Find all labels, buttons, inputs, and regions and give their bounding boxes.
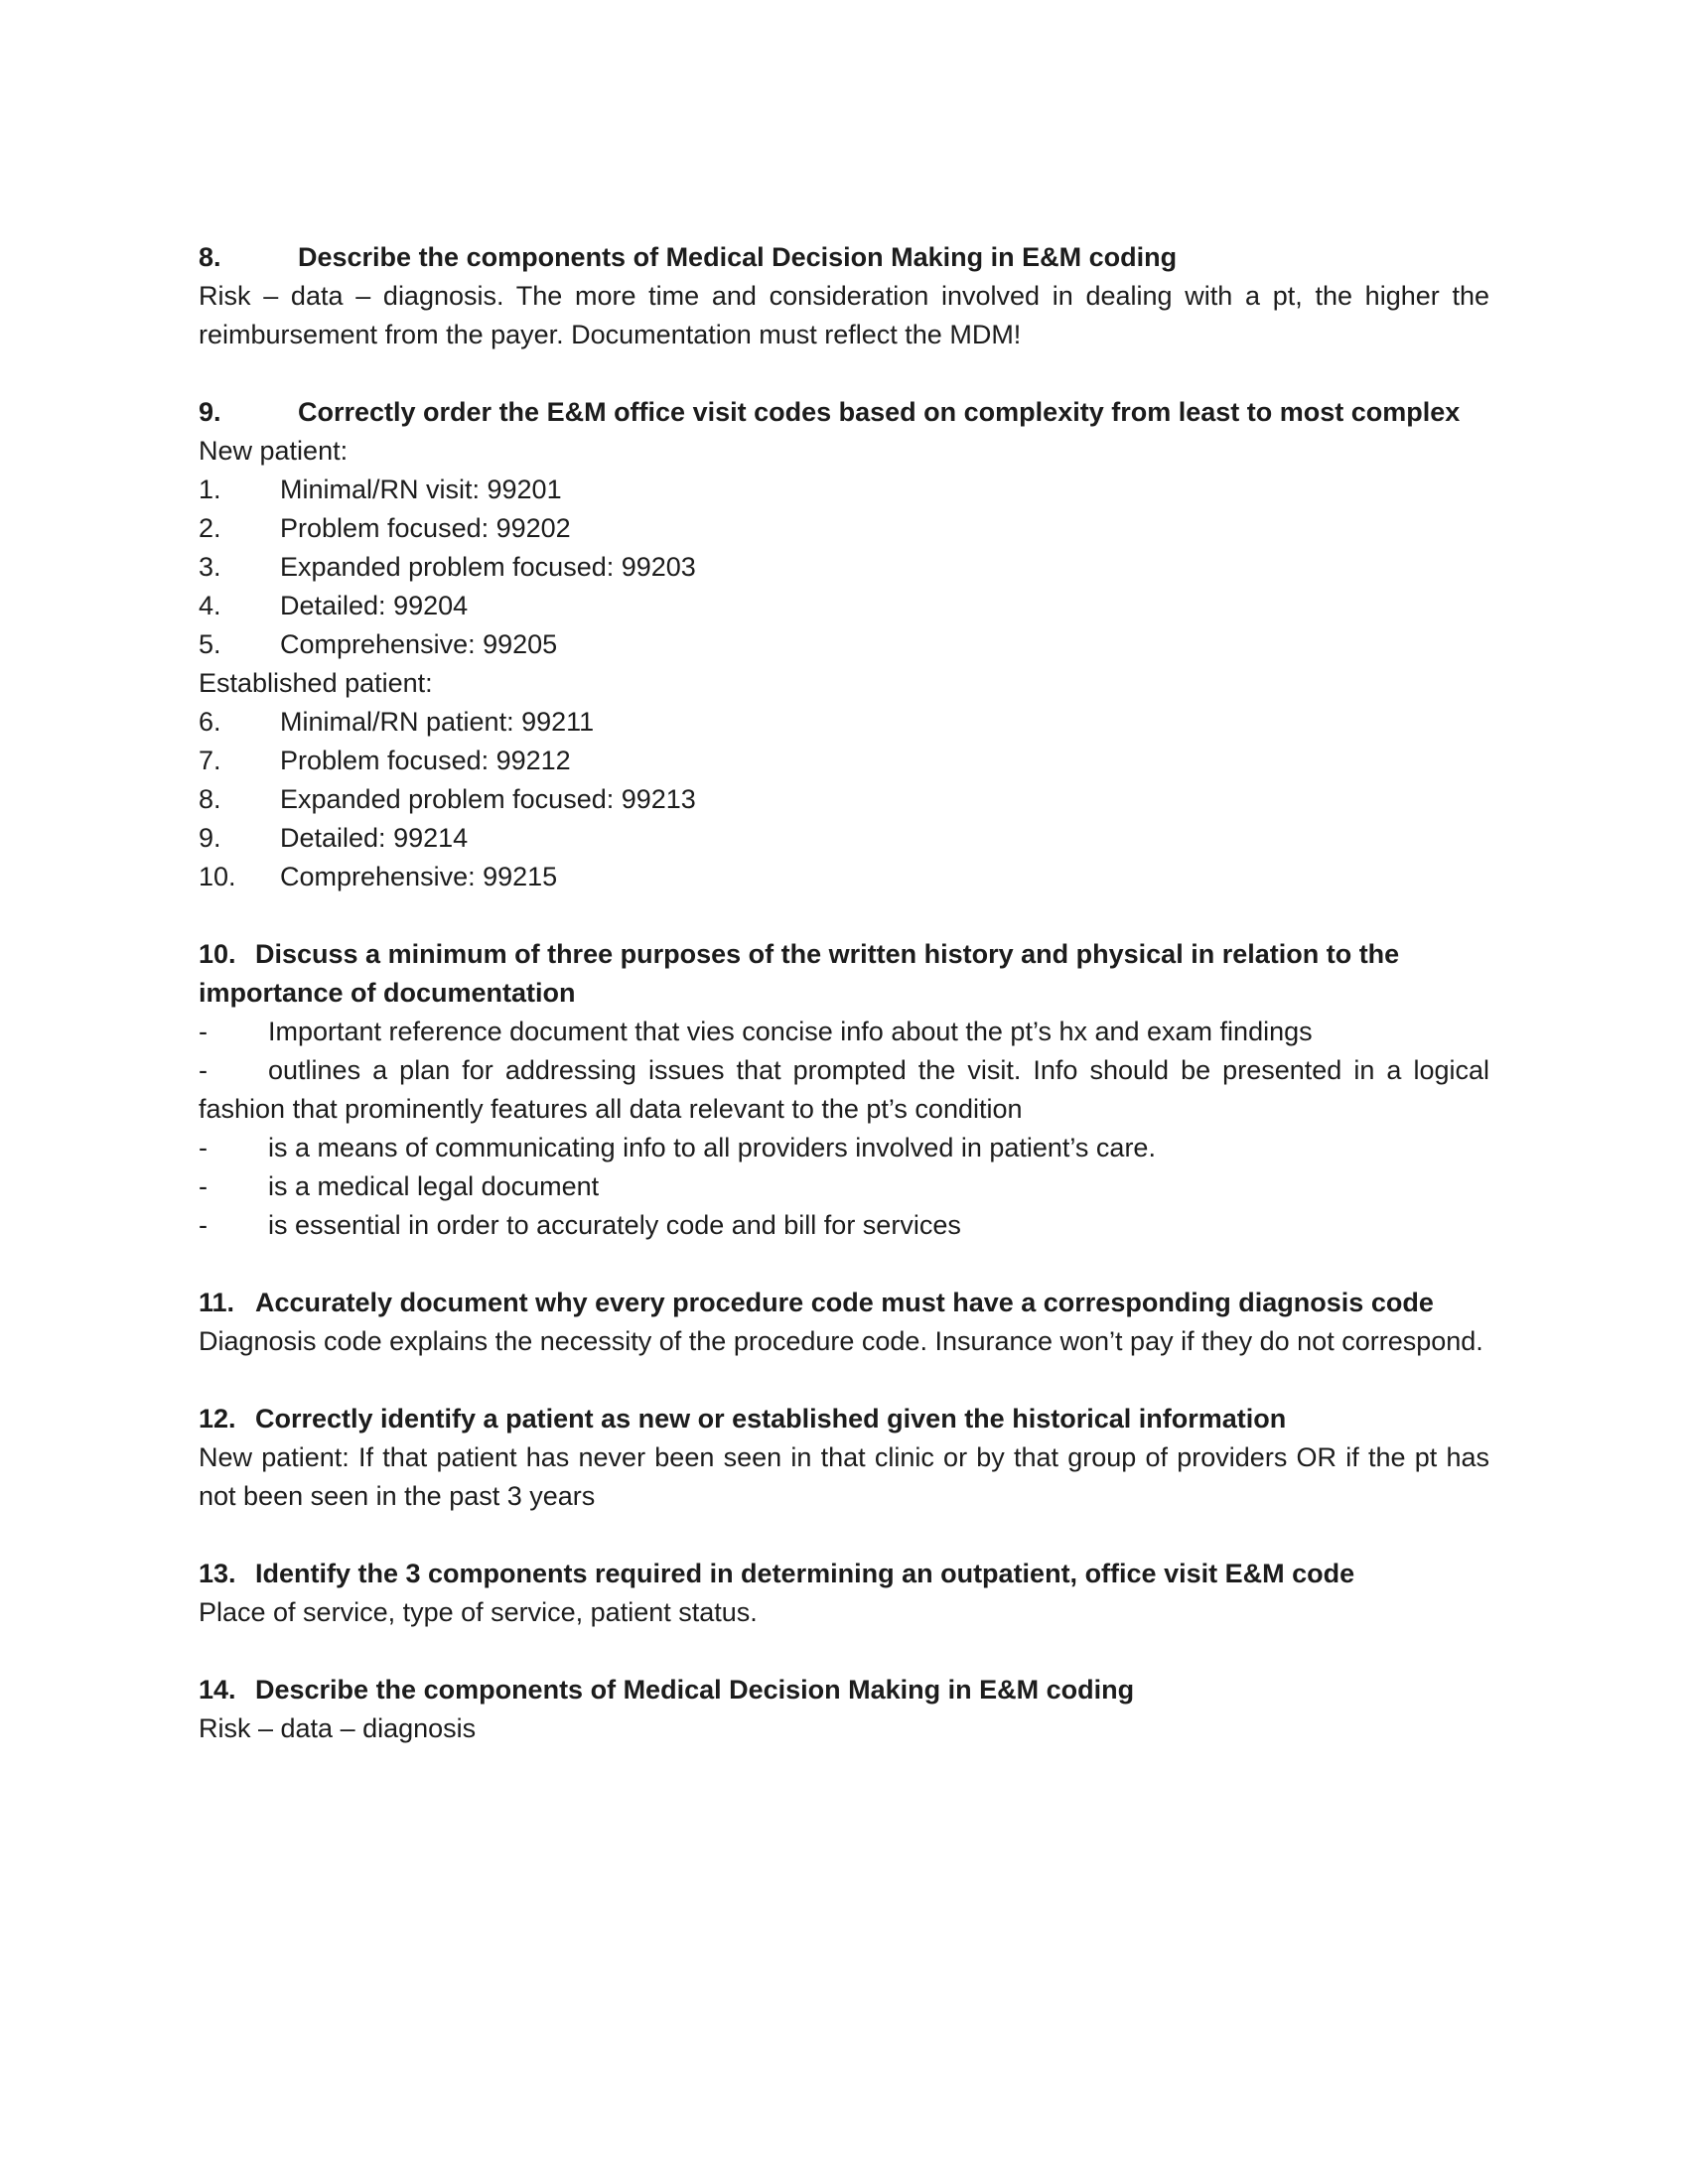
list-item-text: Comprehensive: 99205: [280, 629, 558, 659]
list-item: [199, 858, 1489, 896]
list-item-text: Expanded problem focused: 99213: [280, 784, 696, 814]
answer-paragraph: New patient: If that patient has never been seen in that clinic or by that group of providers OR if the pt has not been seen in the past 3 years: [199, 1442, 1489, 1511]
list-item: [199, 471, 1489, 509]
list-item-number: 6.: [199, 707, 221, 737]
list-item-text: Expanded problem focused: 99203: [280, 552, 696, 582]
list-item-number: 8.: [199, 784, 221, 814]
list-item-number: 10.: [199, 862, 236, 891]
list-item-number: 1.: [199, 475, 221, 504]
bullet-dash: -: [199, 1210, 208, 1240]
list-item-text: Minimal/RN visit: 99201: [280, 475, 562, 504]
list-item-number: 9.: [199, 823, 221, 853]
bullet-dash: -: [199, 1055, 208, 1085]
bullet-item: [199, 1051, 1489, 1129]
list-label-established-patient: Established patient:: [199, 668, 433, 698]
bullet-dash: -: [199, 1171, 208, 1201]
bullet-item: [199, 1206, 1489, 1245]
list-item: [199, 548, 1489, 587]
bullet-dash: -: [199, 1133, 208, 1162]
list-item-text: Minimal/RN patient: 99211: [280, 707, 595, 737]
question-heading-text: Discuss a minimum of three purposes of the written history and physical in relation to the importance of documentation: [199, 939, 1400, 1008]
question-9-heading: [199, 393, 1489, 432]
question-13: [199, 1555, 1489, 1632]
answer-paragraph: Place of service, type of service, patient status.: [199, 1597, 758, 1627]
bullet-text: is essential in order to accurately code and bill for services: [268, 1210, 961, 1240]
list-item: [199, 625, 1489, 664]
question-14-heading: [199, 1671, 1489, 1709]
list-item-text: Problem focused: 99202: [280, 513, 571, 543]
list-item-number: 3.: [199, 552, 221, 582]
question-heading-text: Correctly order the E&M office visit codes based on complexity from least to most complex: [298, 397, 1461, 427]
question-number: 10.: [199, 939, 236, 969]
list-item-text: Detailed: 99204: [280, 591, 469, 620]
question-13-heading: [199, 1555, 1489, 1593]
bullet-text: is a medical legal document: [268, 1171, 600, 1201]
question-8-heading: [199, 238, 1489, 277]
question-9: [199, 393, 1489, 896]
question-heading-text: Accurately document why every procedure code must have a corresponding diagnosis code: [255, 1288, 1434, 1317]
bullet-text: Important reference document that vies concise info about the pt’s hx and exam findings: [268, 1017, 1313, 1046]
bullet-item: [199, 1013, 1489, 1051]
list-item-number: 5.: [199, 629, 221, 659]
answer-paragraph: Diagnosis code explains the necessity of the procedure code. Insurance won’t pay if they do not correspond.: [199, 1326, 1483, 1356]
question-heading-text: Correctly identify a patient as new or established given the historical information: [255, 1404, 1287, 1433]
answer-paragraph: Risk – data – diagnosis. The more time and consideration involved in dealing with a pt, the higher the reimbursement from the payer. Documentation must reflect the MDM!: [199, 281, 1489, 349]
list-label-new-patient: New patient:: [199, 436, 349, 466]
list-item-number: 7.: [199, 746, 221, 775]
question-number: 8.: [199, 242, 221, 272]
bullet-dash: -: [199, 1017, 208, 1046]
question-14: [199, 1671, 1489, 1748]
question-10: [199, 935, 1489, 1245]
list-item: [199, 509, 1489, 548]
bullet-item: [199, 1167, 1489, 1206]
list-item: [199, 742, 1489, 780]
question-11-heading: [199, 1284, 1489, 1322]
question-number: 9.: [199, 397, 221, 427]
question-10-heading: [199, 935, 1489, 1013]
list-item-text: Comprehensive: 99215: [280, 862, 558, 891]
question-heading-text: Describe the components of Medical Decision Making in E&M coding: [255, 1675, 1135, 1705]
question-12-heading: [199, 1400, 1489, 1438]
bullet-text: is a means of communicating info to all providers involved in patient’s care.: [268, 1133, 1156, 1162]
question-number: 12.: [199, 1404, 236, 1433]
question-11: [199, 1284, 1489, 1361]
answer-paragraph: Risk – data – diagnosis: [199, 1713, 477, 1743]
question-8: [199, 238, 1489, 354]
question-heading-text: Identify the 3 components required in determining an outpatient, office visit E&M code: [255, 1559, 1355, 1588]
bullet-item: [199, 1129, 1489, 1167]
question-number: 13.: [199, 1559, 236, 1588]
question-heading-text: Describe the components of Medical Decision Making in E&M coding: [298, 242, 1178, 272]
list-item-number: 4.: [199, 591, 221, 620]
list-item: [199, 780, 1489, 819]
list-item-text: Detailed: 99214: [280, 823, 469, 853]
question-number: 14.: [199, 1675, 236, 1705]
list-item: [199, 587, 1489, 625]
list-item-text: Problem focused: 99212: [280, 746, 571, 775]
list-item-number: 2.: [199, 513, 221, 543]
list-item: [199, 819, 1489, 858]
question-12: [199, 1400, 1489, 1516]
list-item: [199, 703, 1489, 742]
bullet-text: outlines a plan for addressing issues that prompted the visit. Info should be presented in a logical fashion that prominently features all data relevant to the pt’s condition: [199, 1055, 1489, 1124]
question-number: 11.: [199, 1288, 235, 1317]
